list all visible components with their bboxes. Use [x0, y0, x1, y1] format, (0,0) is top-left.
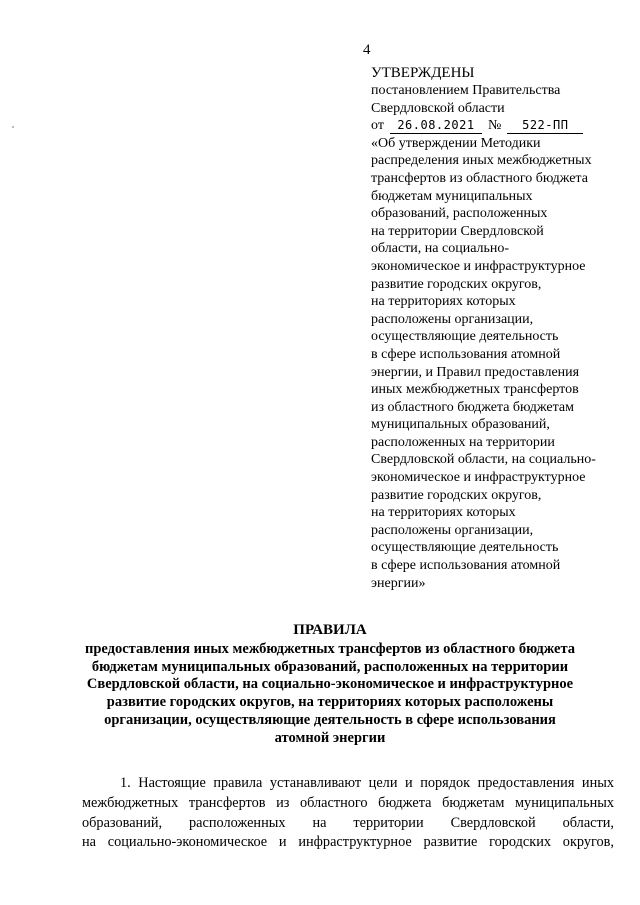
subject-line: бюджетам муниципальных	[371, 188, 533, 204]
title-line: бюджетам муниципальных образований, расположенных на территории	[91, 658, 569, 675]
title-line: организации, осуществляющие деятельность в сфере использования	[104, 711, 556, 728]
rules-title-block	[30, 620, 630, 747]
subject-line: «Об утверждении Методики	[371, 135, 541, 151]
page-number: 4	[363, 42, 371, 58]
subject-line: расположены организации,	[371, 311, 534, 327]
subject-line: распределения иных межбюджетных	[371, 153, 592, 169]
body-line: на социально-экономическое и инфраструктурное развитие городских округов,	[82, 834, 614, 851]
number-prefix: №	[487, 118, 502, 134]
subject-line: развитие городских округов,	[371, 487, 542, 503]
scan-speck	[12, 126, 14, 128]
subject-line: Свердловской области, на социально-	[371, 452, 596, 468]
rules-subtitle	[30, 641, 630, 747]
title-line: предоставления иных межбюджетных трансфертов из областного бюджета	[85, 641, 575, 657]
approval-line: постановлением Правительства	[371, 83, 561, 98]
subject-line: энергии, и Правил предоставления	[371, 364, 580, 380]
body-paragraph	[82, 774, 614, 853]
title-line: Свердловской области, на социально-экономическое и инфраструктурное	[86, 676, 574, 693]
date-prefix: от	[371, 118, 384, 134]
subject-line: в сфере использования атомной	[371, 346, 561, 362]
subject-line: трансфертов из областного бюджета	[371, 170, 588, 186]
subject-line: в сфере использования атомной	[371, 558, 561, 574]
subject-line: осуществляющие деятельность	[371, 540, 559, 556]
approval-line: Свердловской области	[371, 100, 505, 116]
subject-line: экономическое и инфраструктурное	[371, 258, 586, 274]
subject-line: образований, расположенных	[371, 206, 548, 222]
subject-line: области, на социально-	[371, 241, 510, 257]
subject-line: иных межбюджетных трансфертов	[371, 382, 579, 398]
approval-stamp-block	[371, 64, 633, 592]
subject-line: развитие городских округов,	[371, 276, 542, 292]
body-line: образований, расположенных на территории Свердловской области,	[82, 814, 614, 831]
subject-line: на территориях которых	[371, 505, 516, 521]
subject-line: на территориях которых	[371, 294, 516, 310]
decree-reference	[371, 117, 633, 135]
rules-heading: ПРАВИЛА	[293, 622, 367, 638]
subject-line: экономическое и инфраструктурное	[371, 470, 586, 486]
approved-heading: УТВЕРЖДЕНЫ	[371, 65, 475, 81]
title-line: атомной энергии	[274, 729, 386, 746]
decree-subject	[371, 135, 633, 592]
subject-line: расположены организации,	[371, 522, 534, 538]
decree-date: 26.08.2021	[390, 118, 482, 134]
decree-number: 522-ПП	[507, 118, 583, 134]
subject-line: муниципальных образований,	[371, 417, 550, 433]
subject-line: из областного бюджета бюджетам	[371, 399, 574, 415]
subject-line: расположенных на территории	[371, 434, 555, 450]
subject-line: осуществляющие деятельность	[371, 329, 559, 345]
subject-line: на территории Свердловской	[371, 223, 544, 239]
title-line: развитие городских округов, на территориях которых расположены	[106, 694, 554, 711]
body-line: межбюджетных трансфертов из областного бюджета бюджетам муниципальных	[82, 794, 614, 811]
subject-line: энергии»	[371, 575, 426, 591]
body-line: 1. Настоящие правила устанавливают цели и порядок предоставления иных	[120, 775, 614, 791]
